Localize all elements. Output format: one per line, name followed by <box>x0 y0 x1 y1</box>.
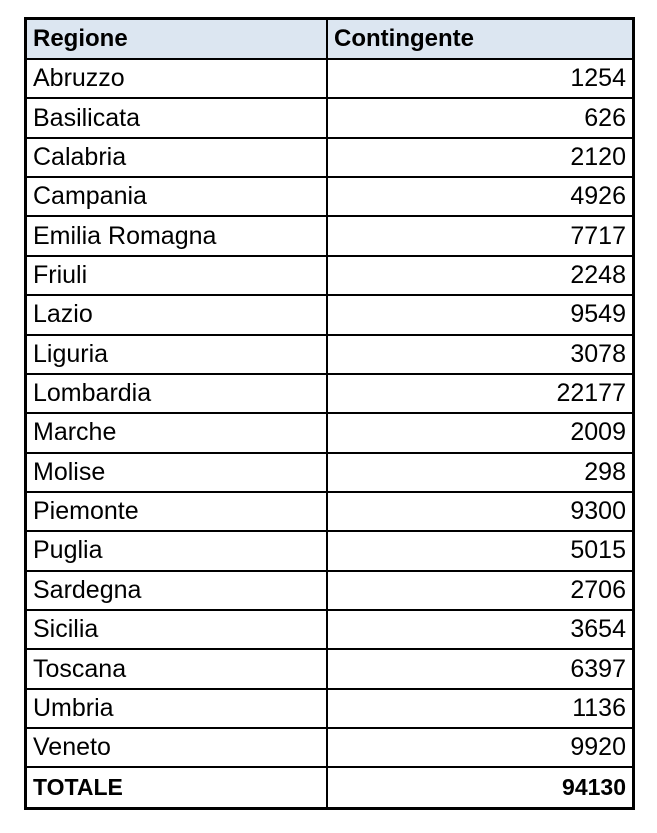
value-cell[interactable]: 4926 <box>327 177 632 216</box>
value-cell[interactable]: 1254 <box>327 59 632 98</box>
value-cell[interactable]: 9920 <box>327 728 632 767</box>
region-cell[interactable]: Friuli <box>27 256 327 295</box>
header-regione[interactable]: Regione <box>27 20 327 59</box>
value-cell[interactable]: 2248 <box>327 256 632 295</box>
region-cell[interactable]: Lombardia <box>27 374 327 413</box>
value-cell[interactable]: 2706 <box>327 571 632 610</box>
region-cell[interactable]: Sicilia <box>27 610 327 649</box>
value-cell[interactable]: 1136 <box>327 689 632 728</box>
regional-quota-table <box>27 20 632 807</box>
value-cell[interactable]: 5015 <box>327 531 632 570</box>
header-row <box>27 20 632 59</box>
region-cell[interactable]: Marche <box>27 413 327 452</box>
value-cell[interactable]: 7717 <box>327 216 632 255</box>
region-cell[interactable]: Emilia Romagna <box>27 216 327 255</box>
header-contingente[interactable]: Contingente <box>327 20 632 59</box>
table-row <box>27 295 632 334</box>
region-cell[interactable]: Calabria <box>27 138 327 177</box>
region-cell[interactable]: Campania <box>27 177 327 216</box>
region-cell[interactable]: Piemonte <box>27 492 327 531</box>
value-cell[interactable]: 626 <box>327 98 632 137</box>
region-cell[interactable]: Lazio <box>27 295 327 334</box>
table-row <box>27 610 632 649</box>
region-cell[interactable]: Sardegna <box>27 571 327 610</box>
table-row <box>27 453 632 492</box>
table-row <box>27 492 632 531</box>
region-cell[interactable]: Umbria <box>27 689 327 728</box>
table-row <box>27 649 632 688</box>
total-label-cell[interactable]: TOTALE <box>27 767 327 807</box>
region-cell[interactable]: Toscana <box>27 649 327 688</box>
table-row <box>27 177 632 216</box>
total-row <box>27 767 632 807</box>
table-row <box>27 335 632 374</box>
table-row <box>27 374 632 413</box>
total-value-cell[interactable]: 94130 <box>327 767 632 807</box>
region-cell[interactable]: Liguria <box>27 335 327 374</box>
table-row <box>27 256 632 295</box>
region-cell[interactable]: Puglia <box>27 531 327 570</box>
table-row <box>27 531 632 570</box>
value-cell[interactable]: 6397 <box>327 649 632 688</box>
value-cell[interactable]: 9549 <box>327 295 632 334</box>
value-cell[interactable]: 2009 <box>327 413 632 452</box>
table-row <box>27 689 632 728</box>
table-row <box>27 728 632 767</box>
region-cell[interactable]: Molise <box>27 453 327 492</box>
value-cell[interactable]: 3078 <box>327 335 632 374</box>
region-cell[interactable]: Abruzzo <box>27 59 327 98</box>
table-row <box>27 98 632 137</box>
region-cell[interactable]: Veneto <box>27 728 327 767</box>
table-row <box>27 413 632 452</box>
table-row <box>27 216 632 255</box>
table-row <box>27 571 632 610</box>
value-cell[interactable]: 298 <box>327 453 632 492</box>
table-row <box>27 59 632 98</box>
table-row <box>27 138 632 177</box>
value-cell[interactable]: 3654 <box>327 610 632 649</box>
value-cell[interactable]: 9300 <box>327 492 632 531</box>
region-cell[interactable]: Basilicata <box>27 98 327 137</box>
spreadsheet-table-frame <box>24 17 635 810</box>
value-cell[interactable]: 2120 <box>327 138 632 177</box>
value-cell[interactable]: 22177 <box>327 374 632 413</box>
